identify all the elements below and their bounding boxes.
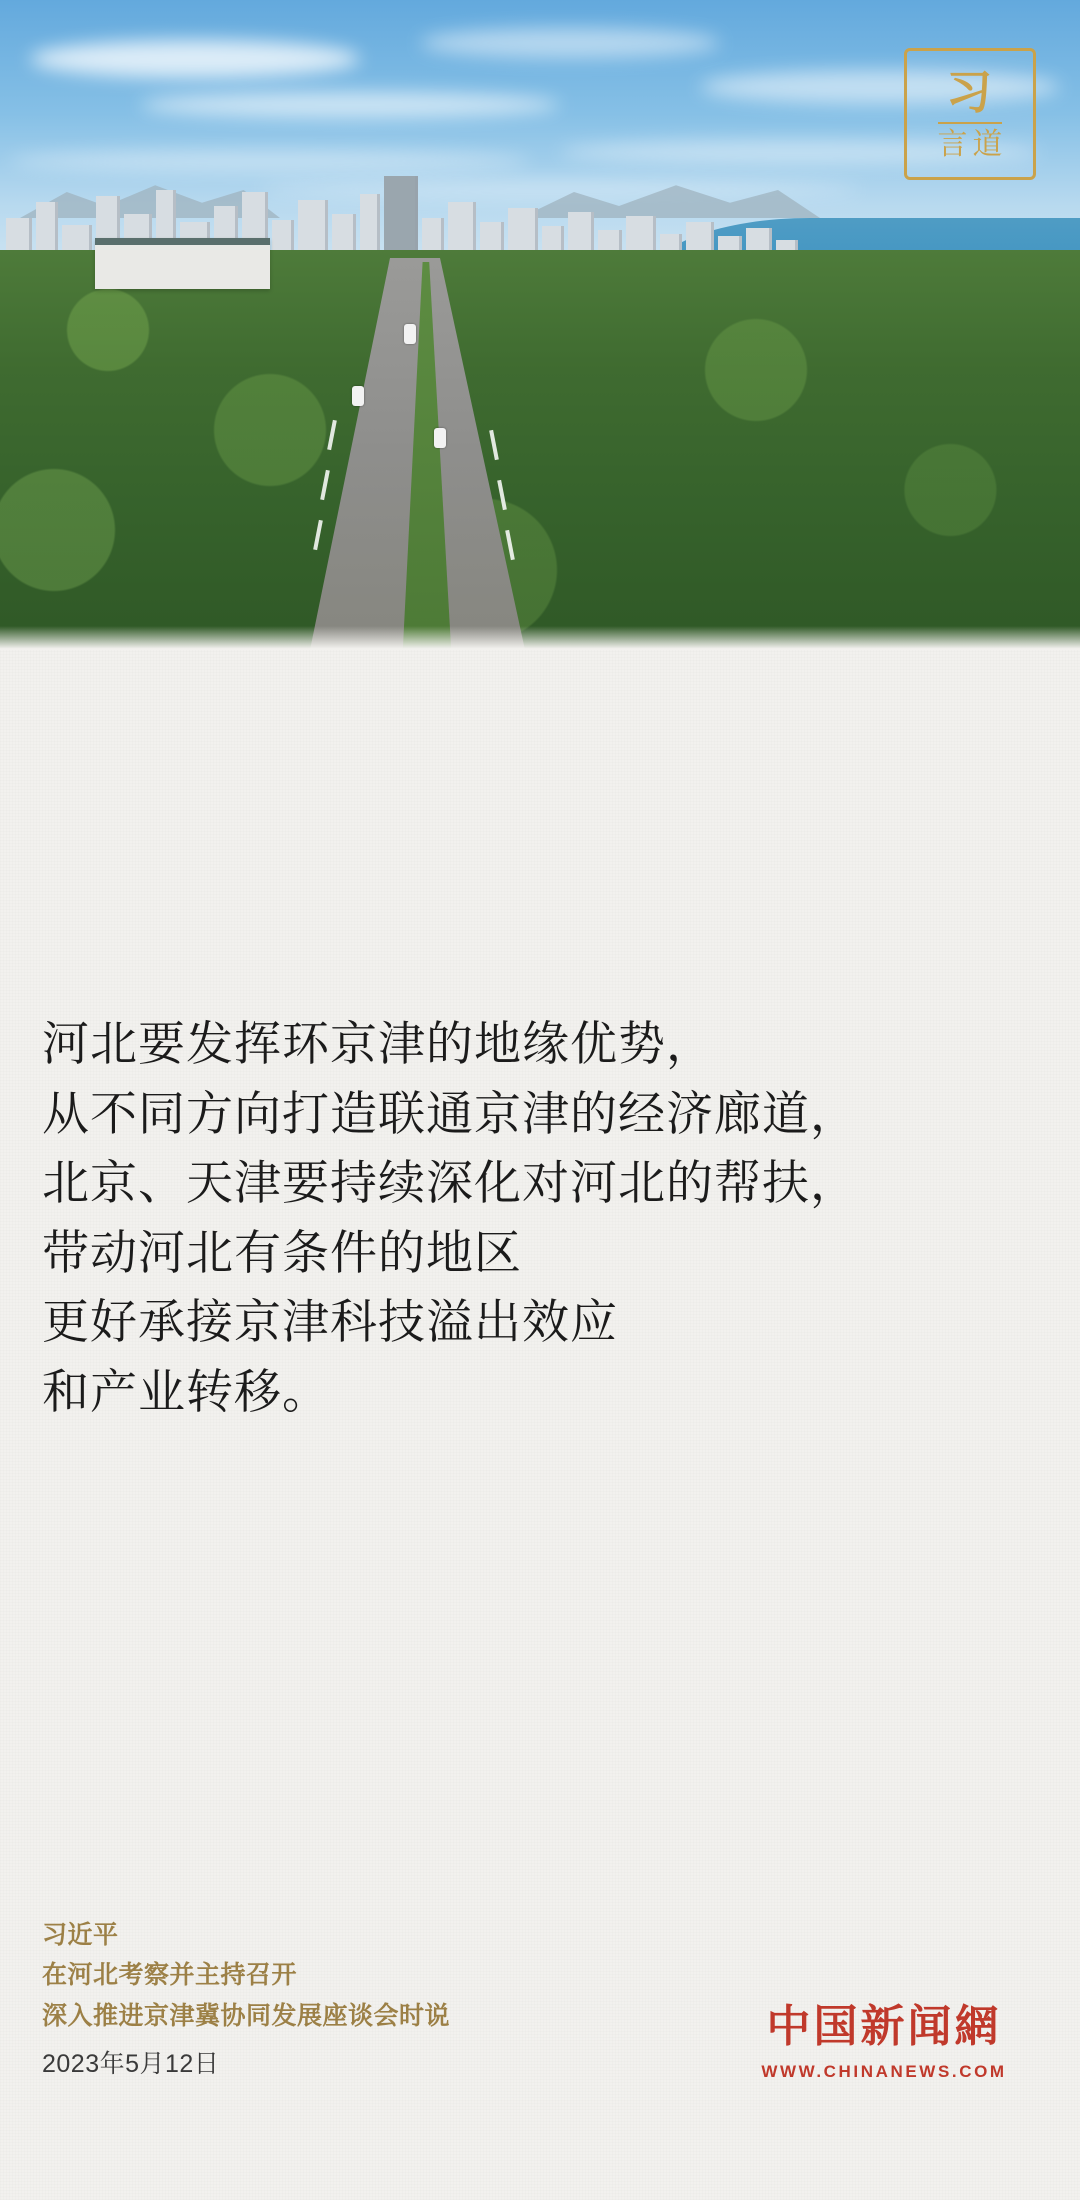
quote-block xyxy=(42,1010,1042,1427)
tree-canopy-texture xyxy=(0,250,1080,650)
chinanews-logo xyxy=(734,1990,1034,2082)
xi-yan-dao-seal xyxy=(904,48,1036,180)
vehicle xyxy=(404,324,416,344)
vehicle xyxy=(434,428,446,448)
quote-line: 和产业转移。 xyxy=(42,1364,330,1420)
attribution-date: 2023年5月12日 xyxy=(42,2050,220,2078)
quote-line: 从不同方向打造联通京津的经济廊道， xyxy=(42,1086,858,1142)
cloud-shape xyxy=(140,92,560,118)
quote-line: 河北要发挥环京津的地缘优势， xyxy=(42,1017,714,1072)
seal-top-char: 习 xyxy=(946,64,994,119)
quote-line: 北京、天津要持续深化对河北的帮扶， xyxy=(42,1156,858,1212)
chinanews-name-cn: 中国新闻網 xyxy=(766,2001,1002,2052)
seal-divider xyxy=(938,122,1002,124)
cloud-shape xyxy=(420,28,720,58)
vehicle xyxy=(352,386,364,406)
hero-bottom-fade xyxy=(0,626,1080,650)
attribution-occasion-line-1: 在河北考察并主持召开 xyxy=(42,1961,298,1989)
quote-line: 带动河北有条件的地区 xyxy=(42,1225,522,1281)
cloud-shape xyxy=(30,40,360,78)
attribution-speaker: 习近平 xyxy=(42,1920,119,1949)
quote-line: 更好承接京津科技溢出效应 xyxy=(42,1295,618,1351)
attribution-block xyxy=(42,1915,662,2081)
waterfront-building xyxy=(95,238,270,289)
attribution-occasion-line-2: 深入推进京津冀协同发展座谈会时说 xyxy=(42,2001,451,2030)
cloud-shape xyxy=(10,150,530,172)
hero-photo xyxy=(0,0,1080,650)
chinanews-url: WWW.CHINANEWS.COM xyxy=(761,2062,1007,2081)
seal-bottom-chars: 言道 xyxy=(937,126,1008,162)
